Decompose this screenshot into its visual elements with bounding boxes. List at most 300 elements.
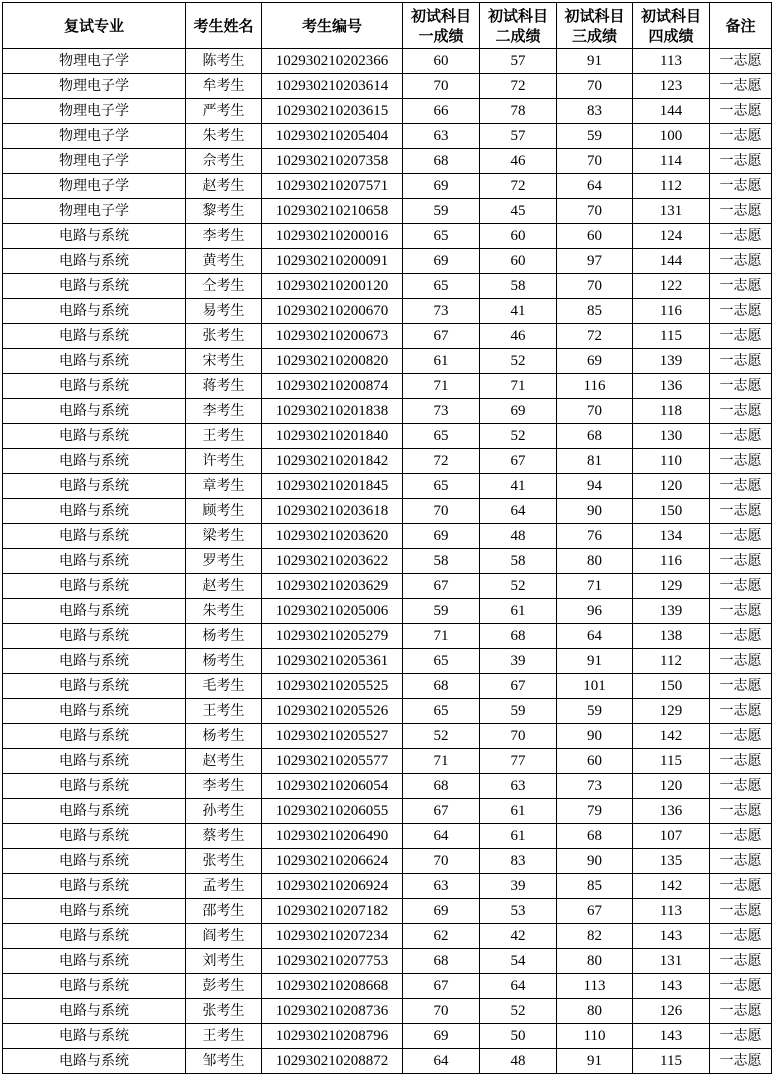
cell-score-2: 39 <box>480 874 557 899</box>
cell-remark: 一志愿 <box>710 999 772 1024</box>
table-row <box>3 549 772 574</box>
cell-score-2: 52 <box>480 574 557 599</box>
cell-score-4: 144 <box>633 249 710 274</box>
cell-remark: 一志愿 <box>710 574 772 599</box>
cell-score-3: 96 <box>557 599 633 624</box>
cell-remark: 一志愿 <box>710 449 772 474</box>
cell-score-2: 72 <box>480 174 557 199</box>
cell-major: 电路与系统 <box>3 399 186 424</box>
cell-name: 朱考生 <box>186 124 262 149</box>
cell-remark: 一志愿 <box>710 424 772 449</box>
cell-major: 物理电子学 <box>3 74 186 99</box>
cell-name: 杨考生 <box>186 649 262 674</box>
cell-id: 102930210207358 <box>262 149 403 174</box>
cell-name: 刘考生 <box>186 949 262 974</box>
table-row <box>3 599 772 624</box>
cell-remark: 一志愿 <box>710 674 772 699</box>
cell-id: 102930210202366 <box>262 49 403 74</box>
cell-score-4: 135 <box>633 849 710 874</box>
table-row <box>3 449 772 474</box>
cell-id: 102930210203615 <box>262 99 403 124</box>
cell-score-3: 68 <box>557 424 633 449</box>
cell-score-3: 71 <box>557 574 633 599</box>
header-name: 考生姓名 <box>186 3 262 49</box>
cell-id: 102930210205525 <box>262 674 403 699</box>
cell-id: 102930210205361 <box>262 649 403 674</box>
cell-score-4: 115 <box>633 324 710 349</box>
cell-name: 张考生 <box>186 999 262 1024</box>
cell-score-2: 58 <box>480 549 557 574</box>
cell-id: 102930210208872 <box>262 1049 403 1074</box>
cell-remark: 一志愿 <box>710 874 772 899</box>
cell-score-1: 69 <box>403 249 480 274</box>
cell-score-3: 85 <box>557 299 633 324</box>
cell-score-1: 69 <box>403 174 480 199</box>
cell-score-4: 113 <box>633 899 710 924</box>
cell-score-1: 59 <box>403 599 480 624</box>
cell-remark: 一志愿 <box>710 749 772 774</box>
cell-score-4: 115 <box>633 1049 710 1074</box>
cell-remark: 一志愿 <box>710 924 772 949</box>
cell-remark: 一志愿 <box>710 599 772 624</box>
cell-remark: 一志愿 <box>710 174 772 199</box>
cell-score-4: 136 <box>633 799 710 824</box>
table-row <box>3 924 772 949</box>
cell-score-2: 77 <box>480 749 557 774</box>
cell-name: 牟考生 <box>186 74 262 99</box>
cell-name: 蔡考生 <box>186 824 262 849</box>
cell-remark: 一志愿 <box>710 849 772 874</box>
cell-score-3: 79 <box>557 799 633 824</box>
cell-id: 102930210203618 <box>262 499 403 524</box>
cell-name: 陈考生 <box>186 49 262 74</box>
cell-name: 严考生 <box>186 99 262 124</box>
cell-name: 阎考生 <box>186 924 262 949</box>
cell-remark: 一志愿 <box>710 774 772 799</box>
table-row <box>3 149 772 174</box>
cell-score-4: 110 <box>633 449 710 474</box>
table-row <box>3 274 772 299</box>
cell-remark: 一志愿 <box>710 724 772 749</box>
cell-id: 102930210200016 <box>262 224 403 249</box>
cell-score-2: 41 <box>480 474 557 499</box>
cell-id: 102930210205006 <box>262 599 403 624</box>
cell-score-2: 83 <box>480 849 557 874</box>
cell-id: 102930210206624 <box>262 849 403 874</box>
cell-id: 102930210205527 <box>262 724 403 749</box>
cell-score-3: 90 <box>557 724 633 749</box>
cell-score-4: 142 <box>633 724 710 749</box>
cell-name: 许考生 <box>186 449 262 474</box>
table-row <box>3 724 772 749</box>
cell-id: 102930210200120 <box>262 274 403 299</box>
cell-major: 物理电子学 <box>3 124 186 149</box>
cell-name: 李考生 <box>186 224 262 249</box>
cell-remark: 一志愿 <box>710 349 772 374</box>
cell-score-4: 100 <box>633 124 710 149</box>
header-score-1-line2: 一成绩 <box>418 26 464 45</box>
cell-major: 电路与系统 <box>3 949 186 974</box>
cell-name: 易考生 <box>186 299 262 324</box>
table-row <box>3 224 772 249</box>
header-score-3-line1: 初试科目 <box>564 6 625 25</box>
cell-major: 电路与系统 <box>3 599 186 624</box>
table-row <box>3 474 772 499</box>
table-row <box>3 1024 772 1049</box>
cell-score-4: 129 <box>633 699 710 724</box>
score-table-container <box>2 2 772 1074</box>
cell-name: 邵考生 <box>186 899 262 924</box>
cell-major: 电路与系统 <box>3 699 186 724</box>
table-row <box>3 424 772 449</box>
cell-score-3: 97 <box>557 249 633 274</box>
cell-score-4: 115 <box>633 749 710 774</box>
table-row <box>3 849 772 874</box>
cell-major: 电路与系统 <box>3 874 186 899</box>
cell-remark: 一志愿 <box>710 399 772 424</box>
cell-score-1: 69 <box>403 899 480 924</box>
cell-major: 电路与系统 <box>3 374 186 399</box>
table-row <box>3 374 772 399</box>
cell-remark: 一志愿 <box>710 1024 772 1049</box>
cell-name: 毛考生 <box>186 674 262 699</box>
cell-score-4: 112 <box>633 649 710 674</box>
cell-score-2: 45 <box>480 199 557 224</box>
cell-score-1: 65 <box>403 474 480 499</box>
cell-score-1: 70 <box>403 499 480 524</box>
cell-score-3: 83 <box>557 99 633 124</box>
cell-score-4: 150 <box>633 499 710 524</box>
cell-remark: 一志愿 <box>710 899 772 924</box>
cell-score-2: 50 <box>480 1024 557 1049</box>
cell-score-3: 67 <box>557 899 633 924</box>
cell-score-3: 70 <box>557 399 633 424</box>
cell-score-3: 60 <box>557 749 633 774</box>
cell-score-1: 70 <box>403 74 480 99</box>
table-row <box>3 674 772 699</box>
cell-remark: 一志愿 <box>710 524 772 549</box>
cell-remark: 一志愿 <box>710 649 772 674</box>
cell-remark: 一志愿 <box>710 324 772 349</box>
cell-score-4: 150 <box>633 674 710 699</box>
cell-name: 仝考生 <box>186 274 262 299</box>
cell-score-3: 59 <box>557 699 633 724</box>
cell-score-1: 58 <box>403 549 480 574</box>
cell-score-3: 80 <box>557 999 633 1024</box>
cell-score-3: 91 <box>557 649 633 674</box>
cell-score-2: 41 <box>480 299 557 324</box>
cell-score-3: 76 <box>557 524 633 549</box>
cell-major: 电路与系统 <box>3 299 186 324</box>
cell-score-4: 116 <box>633 299 710 324</box>
cell-major: 电路与系统 <box>3 899 186 924</box>
cell-remark: 一志愿 <box>710 499 772 524</box>
cell-name: 孙考生 <box>186 799 262 824</box>
header-score-1 <box>403 3 480 49</box>
cell-score-4: 124 <box>633 224 710 249</box>
cell-score-4: 143 <box>633 924 710 949</box>
cell-id: 102930210203629 <box>262 574 403 599</box>
cell-score-3: 68 <box>557 824 633 849</box>
cell-major: 电路与系统 <box>3 549 186 574</box>
table-row <box>3 949 772 974</box>
cell-remark: 一志愿 <box>710 549 772 574</box>
cell-score-4: 139 <box>633 599 710 624</box>
cell-score-4: 120 <box>633 474 710 499</box>
cell-remark: 一志愿 <box>710 49 772 74</box>
cell-score-3: 70 <box>557 74 633 99</box>
cell-name: 王考生 <box>186 699 262 724</box>
cell-score-1: 63 <box>403 874 480 899</box>
cell-score-3: 64 <box>557 174 633 199</box>
table-row <box>3 1049 772 1074</box>
cell-major: 电路与系统 <box>3 999 186 1024</box>
table-row <box>3 749 772 774</box>
cell-id: 102930210208668 <box>262 974 403 999</box>
cell-id: 102930210201840 <box>262 424 403 449</box>
cell-score-3: 81 <box>557 449 633 474</box>
table-body <box>3 49 772 1074</box>
cell-id: 102930210201842 <box>262 449 403 474</box>
cell-id: 102930210206490 <box>262 824 403 849</box>
cell-name: 赵考生 <box>186 174 262 199</box>
cell-name: 蒋考生 <box>186 374 262 399</box>
table-row <box>3 299 772 324</box>
cell-score-3: 116 <box>557 374 633 399</box>
header-score-3-line2: 三成绩 <box>571 26 617 45</box>
cell-score-3: 80 <box>557 949 633 974</box>
cell-score-2: 60 <box>480 249 557 274</box>
cell-major: 电路与系统 <box>3 424 186 449</box>
cell-remark: 一志愿 <box>710 249 772 274</box>
header-remark: 备注 <box>710 3 772 49</box>
table-row <box>3 324 772 349</box>
cell-score-3: 91 <box>557 49 633 74</box>
cell-score-1: 65 <box>403 699 480 724</box>
cell-id: 102930210210658 <box>262 199 403 224</box>
cell-score-2: 52 <box>480 424 557 449</box>
cell-score-1: 52 <box>403 724 480 749</box>
cell-score-2: 72 <box>480 74 557 99</box>
cell-remark: 一志愿 <box>710 474 772 499</box>
cell-score-1: 69 <box>403 524 480 549</box>
cell-score-4: 138 <box>633 624 710 649</box>
cell-id: 102930210206054 <box>262 774 403 799</box>
cell-score-4: 131 <box>633 949 710 974</box>
cell-id: 102930210207182 <box>262 899 403 924</box>
cell-major: 物理电子学 <box>3 174 186 199</box>
cell-score-1: 60 <box>403 49 480 74</box>
cell-score-2: 60 <box>480 224 557 249</box>
cell-score-3: 110 <box>557 1024 633 1049</box>
cell-major: 电路与系统 <box>3 499 186 524</box>
cell-score-1: 67 <box>403 799 480 824</box>
header-id: 考生编号 <box>262 3 403 49</box>
cell-score-1: 59 <box>403 199 480 224</box>
cell-score-4: 129 <box>633 574 710 599</box>
cell-score-2: 68 <box>480 624 557 649</box>
cell-score-3: 101 <box>557 674 633 699</box>
cell-major: 电路与系统 <box>3 449 186 474</box>
cell-score-1: 67 <box>403 974 480 999</box>
cell-score-2: 46 <box>480 149 557 174</box>
cell-score-1: 64 <box>403 824 480 849</box>
cell-major: 电路与系统 <box>3 249 186 274</box>
table-row <box>3 699 772 724</box>
cell-score-2: 54 <box>480 949 557 974</box>
cell-id: 102930210205404 <box>262 124 403 149</box>
cell-name: 李考生 <box>186 774 262 799</box>
cell-id: 102930210200673 <box>262 324 403 349</box>
cell-score-3: 94 <box>557 474 633 499</box>
cell-name: 黎考生 <box>186 199 262 224</box>
cell-score-1: 70 <box>403 849 480 874</box>
cell-score-4: 113 <box>633 49 710 74</box>
cell-score-1: 69 <box>403 1024 480 1049</box>
cell-name: 罗考生 <box>186 549 262 574</box>
cell-id: 102930210205526 <box>262 699 403 724</box>
cell-name: 顾考生 <box>186 499 262 524</box>
table-row <box>3 349 772 374</box>
cell-id: 102930210206924 <box>262 874 403 899</box>
cell-score-2: 63 <box>480 774 557 799</box>
cell-name: 邹考生 <box>186 1049 262 1074</box>
cell-score-4: 139 <box>633 349 710 374</box>
cell-score-4: 123 <box>633 74 710 99</box>
cell-score-4: 116 <box>633 549 710 574</box>
cell-score-4: 122 <box>633 274 710 299</box>
cell-remark: 一志愿 <box>710 374 772 399</box>
cell-score-4: 114 <box>633 149 710 174</box>
cell-id: 102930210207234 <box>262 924 403 949</box>
header-major: 复试专业 <box>3 3 186 49</box>
table-row <box>3 499 772 524</box>
table-row <box>3 974 772 999</box>
cell-score-1: 73 <box>403 399 480 424</box>
cell-remark: 一志愿 <box>710 299 772 324</box>
cell-id: 102930210200874 <box>262 374 403 399</box>
cell-remark: 一志愿 <box>710 1049 772 1074</box>
cell-score-3: 70 <box>557 149 633 174</box>
cell-score-3: 90 <box>557 499 633 524</box>
cell-id: 102930210203622 <box>262 549 403 574</box>
cell-score-4: 118 <box>633 399 710 424</box>
cell-score-1: 67 <box>403 324 480 349</box>
cell-score-1: 67 <box>403 574 480 599</box>
cell-score-1: 68 <box>403 149 480 174</box>
cell-name: 王考生 <box>186 424 262 449</box>
cell-score-4: 136 <box>633 374 710 399</box>
cell-score-1: 73 <box>403 299 480 324</box>
cell-remark: 一志愿 <box>710 74 772 99</box>
cell-major: 电路与系统 <box>3 674 186 699</box>
cell-name: 李考生 <box>186 399 262 424</box>
cell-major: 电路与系统 <box>3 474 186 499</box>
cell-score-1: 72 <box>403 449 480 474</box>
cell-score-2: 39 <box>480 649 557 674</box>
cell-score-2: 57 <box>480 124 557 149</box>
cell-name: 章考生 <box>186 474 262 499</box>
cell-remark: 一志愿 <box>710 124 772 149</box>
cell-score-2: 52 <box>480 999 557 1024</box>
cell-major: 电路与系统 <box>3 624 186 649</box>
cell-score-1: 68 <box>403 674 480 699</box>
cell-score-3: 85 <box>557 874 633 899</box>
cell-remark: 一志愿 <box>710 699 772 724</box>
cell-major: 电路与系统 <box>3 749 186 774</box>
cell-remark: 一志愿 <box>710 199 772 224</box>
cell-major: 电路与系统 <box>3 574 186 599</box>
cell-id: 102930210205279 <box>262 624 403 649</box>
cell-score-1: 64 <box>403 1049 480 1074</box>
cell-score-4: 120 <box>633 774 710 799</box>
table-row <box>3 399 772 424</box>
cell-score-2: 67 <box>480 449 557 474</box>
table-row <box>3 49 772 74</box>
cell-score-2: 52 <box>480 349 557 374</box>
cell-score-1: 71 <box>403 374 480 399</box>
cell-id: 102930210203614 <box>262 74 403 99</box>
cell-remark: 一志愿 <box>710 824 772 849</box>
cell-major: 物理电子学 <box>3 99 186 124</box>
table-row <box>3 249 772 274</box>
cell-major: 电路与系统 <box>3 1049 186 1074</box>
header-score-4-line2: 四成绩 <box>648 26 694 45</box>
cell-score-1: 61 <box>403 349 480 374</box>
cell-score-4: 144 <box>633 99 710 124</box>
cell-name: 梁考生 <box>186 524 262 549</box>
header-score-2-line1: 初试科目 <box>487 6 548 25</box>
cell-score-4: 131 <box>633 199 710 224</box>
cell-score-4: 126 <box>633 999 710 1024</box>
cell-score-2: 57 <box>480 49 557 74</box>
table-row <box>3 874 772 899</box>
cell-score-3: 60 <box>557 224 633 249</box>
cell-score-2: 61 <box>480 799 557 824</box>
cell-score-1: 71 <box>403 624 480 649</box>
cell-name: 杨考生 <box>186 724 262 749</box>
cell-score-4: 107 <box>633 824 710 849</box>
cell-score-2: 61 <box>480 599 557 624</box>
table-row <box>3 999 772 1024</box>
cell-name: 赵考生 <box>186 574 262 599</box>
cell-major: 电路与系统 <box>3 849 186 874</box>
cell-remark: 一志愿 <box>710 624 772 649</box>
cell-name: 王考生 <box>186 1024 262 1049</box>
table-row <box>3 649 772 674</box>
cell-score-3: 80 <box>557 549 633 574</box>
cell-score-1: 71 <box>403 749 480 774</box>
cell-score-3: 73 <box>557 774 633 799</box>
cell-id: 102930210201845 <box>262 474 403 499</box>
cell-score-4: 112 <box>633 174 710 199</box>
cell-major: 电路与系统 <box>3 724 186 749</box>
cell-name: 赵考生 <box>186 749 262 774</box>
table-row <box>3 774 772 799</box>
cell-score-1: 68 <box>403 774 480 799</box>
cell-id: 102930210203620 <box>262 524 403 549</box>
cell-score-3: 91 <box>557 1049 633 1074</box>
cell-remark: 一志愿 <box>710 99 772 124</box>
cell-score-3: 69 <box>557 349 633 374</box>
table-row <box>3 624 772 649</box>
cell-major: 电路与系统 <box>3 524 186 549</box>
table-row <box>3 199 772 224</box>
cell-name: 佘考生 <box>186 149 262 174</box>
cell-name: 黄考生 <box>186 249 262 274</box>
cell-name: 宋考生 <box>186 349 262 374</box>
cell-score-3: 70 <box>557 199 633 224</box>
